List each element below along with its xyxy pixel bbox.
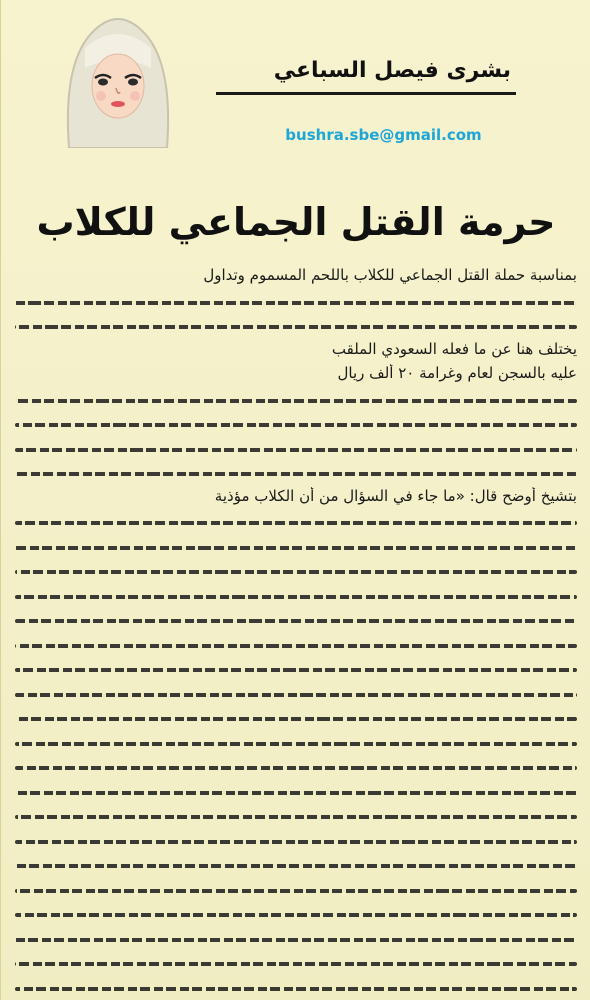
body-line — [15, 791, 577, 795]
body-line — [15, 325, 577, 329]
body-line — [15, 815, 577, 819]
body-line — [15, 619, 577, 623]
body-line — [15, 938, 577, 942]
body-line — [15, 962, 577, 966]
body-line — [15, 913, 577, 917]
body-line: عليه بالسجن لعام وغرامة ٢٠ ألف ريال — [337, 364, 577, 382]
author-name: بشرى فيصل السباعي — [273, 58, 511, 83]
body-line — [15, 570, 577, 574]
body-line — [15, 644, 577, 648]
body-line — [15, 301, 577, 305]
byline-divider — [216, 92, 516, 95]
article-body — [15, 266, 577, 995]
body-line — [15, 668, 577, 672]
body-line — [15, 693, 577, 697]
body-line — [15, 987, 577, 991]
body-line: بتشيخ أوضح قال: «ما جاء في السؤال من أن الكلاب مؤذية — [214, 486, 577, 505]
body-line — [15, 766, 577, 770]
body-line — [15, 889, 577, 893]
article-title: حرمة القتل الجماعي للكلاب — [36, 200, 556, 244]
body-line: بمناسبة حملة القتل الجماعي للكلاب باللحم المسموم وتداول — [203, 266, 577, 284]
body-line — [15, 521, 577, 525]
author-email[interactable]: bushra.sbe@gmail.com — [285, 126, 482, 144]
body-line — [15, 399, 577, 403]
body-line — [15, 840, 577, 844]
body-line — [15, 472, 577, 476]
author-avatar — [59, 8, 177, 148]
body-line — [15, 546, 577, 550]
body-line — [15, 864, 577, 868]
body-line — [15, 717, 577, 721]
body-line: يختلف هنا عن ما فعله السعودي الملقب — [331, 339, 577, 358]
body-line — [15, 595, 577, 599]
body-line — [15, 742, 577, 746]
body-line — [15, 423, 577, 427]
body-line — [15, 448, 577, 452]
